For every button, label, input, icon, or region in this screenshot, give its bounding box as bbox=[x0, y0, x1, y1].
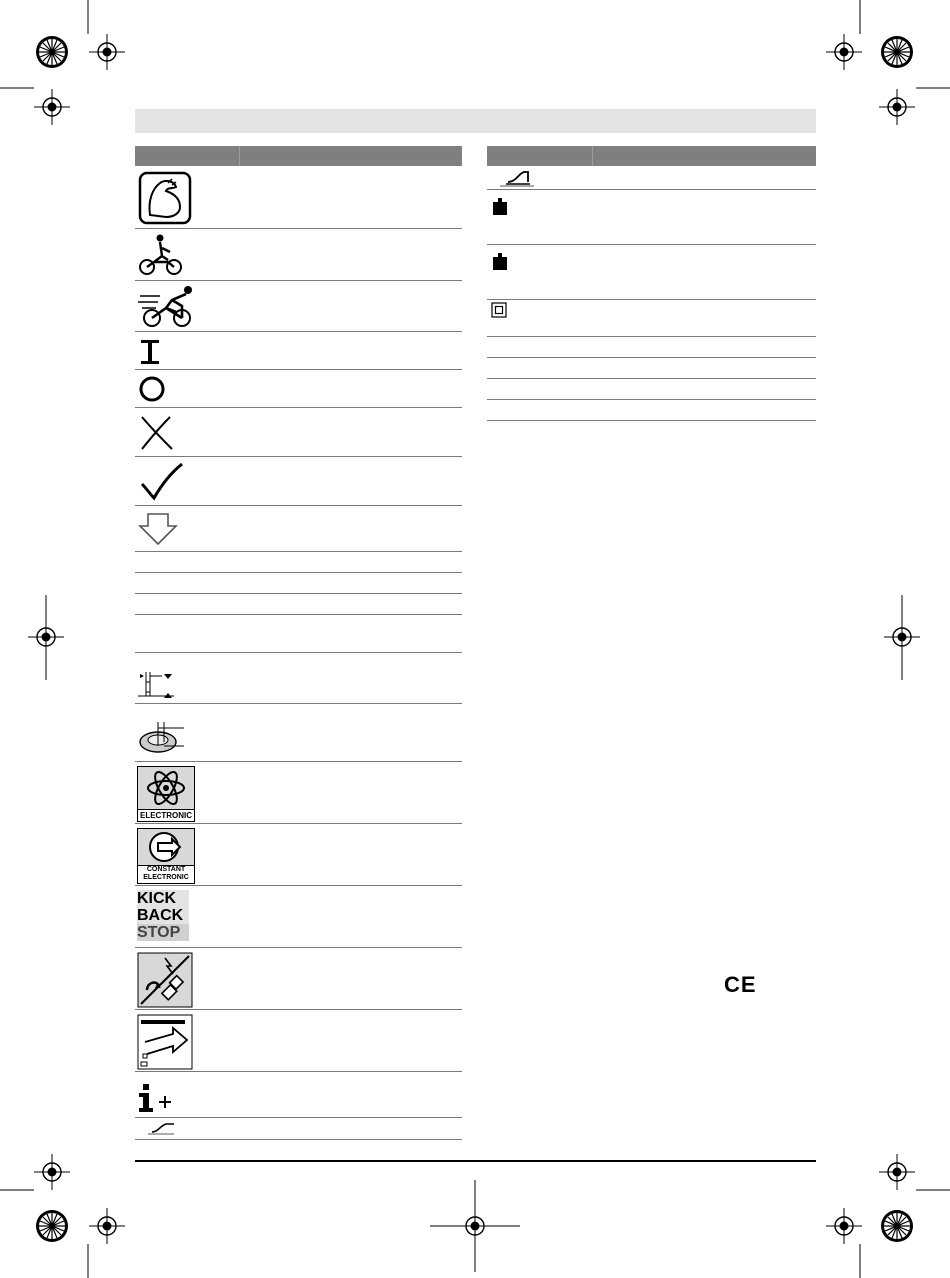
ce-mark: CE bbox=[724, 972, 757, 997]
cutting-depth-icon bbox=[138, 670, 174, 700]
left-table-header bbox=[135, 146, 462, 166]
switch-on-i-icon bbox=[140, 339, 160, 365]
switch-off-o-icon bbox=[138, 375, 166, 403]
kickback-line-1: KICK bbox=[137, 890, 189, 907]
cross-wrong-icon bbox=[140, 415, 174, 451]
electronic-label-2: ELECTRONIC bbox=[143, 874, 189, 881]
restart-protection-plug-icon bbox=[137, 952, 193, 1008]
saw-blade-depth-icon bbox=[138, 720, 186, 754]
soft-start-arrow-icon bbox=[137, 1014, 193, 1070]
arrow-down-icon bbox=[138, 512, 178, 546]
electronic-label: ELECTRONIC bbox=[140, 811, 192, 820]
protection-class-ii-icon bbox=[491, 302, 507, 318]
base-plate-icon bbox=[146, 1120, 176, 1136]
weight-icon bbox=[492, 198, 508, 216]
footer-rule bbox=[135, 1160, 816, 1162]
info-plus-icon bbox=[139, 1082, 175, 1114]
constant-label: CONSTANT bbox=[146, 866, 186, 873]
checkmark-correct-icon bbox=[140, 462, 184, 502]
shoe-plate-icon bbox=[500, 168, 534, 188]
electronic-atom-icon bbox=[137, 766, 195, 822]
constant-electronic-icon bbox=[137, 828, 195, 884]
cyclist-fast-icon bbox=[138, 284, 198, 328]
weight-icon-2 bbox=[492, 253, 508, 271]
right-table-header bbox=[487, 146, 816, 166]
strength-arm-icon bbox=[138, 171, 192, 225]
kickback-line-2: BACK bbox=[137, 907, 189, 924]
kickback-stop-icon bbox=[137, 890, 189, 944]
cyclist-slow-icon bbox=[138, 232, 184, 278]
kickback-line-3: STOP bbox=[137, 924, 189, 941]
page-header-bar bbox=[135, 109, 816, 133]
